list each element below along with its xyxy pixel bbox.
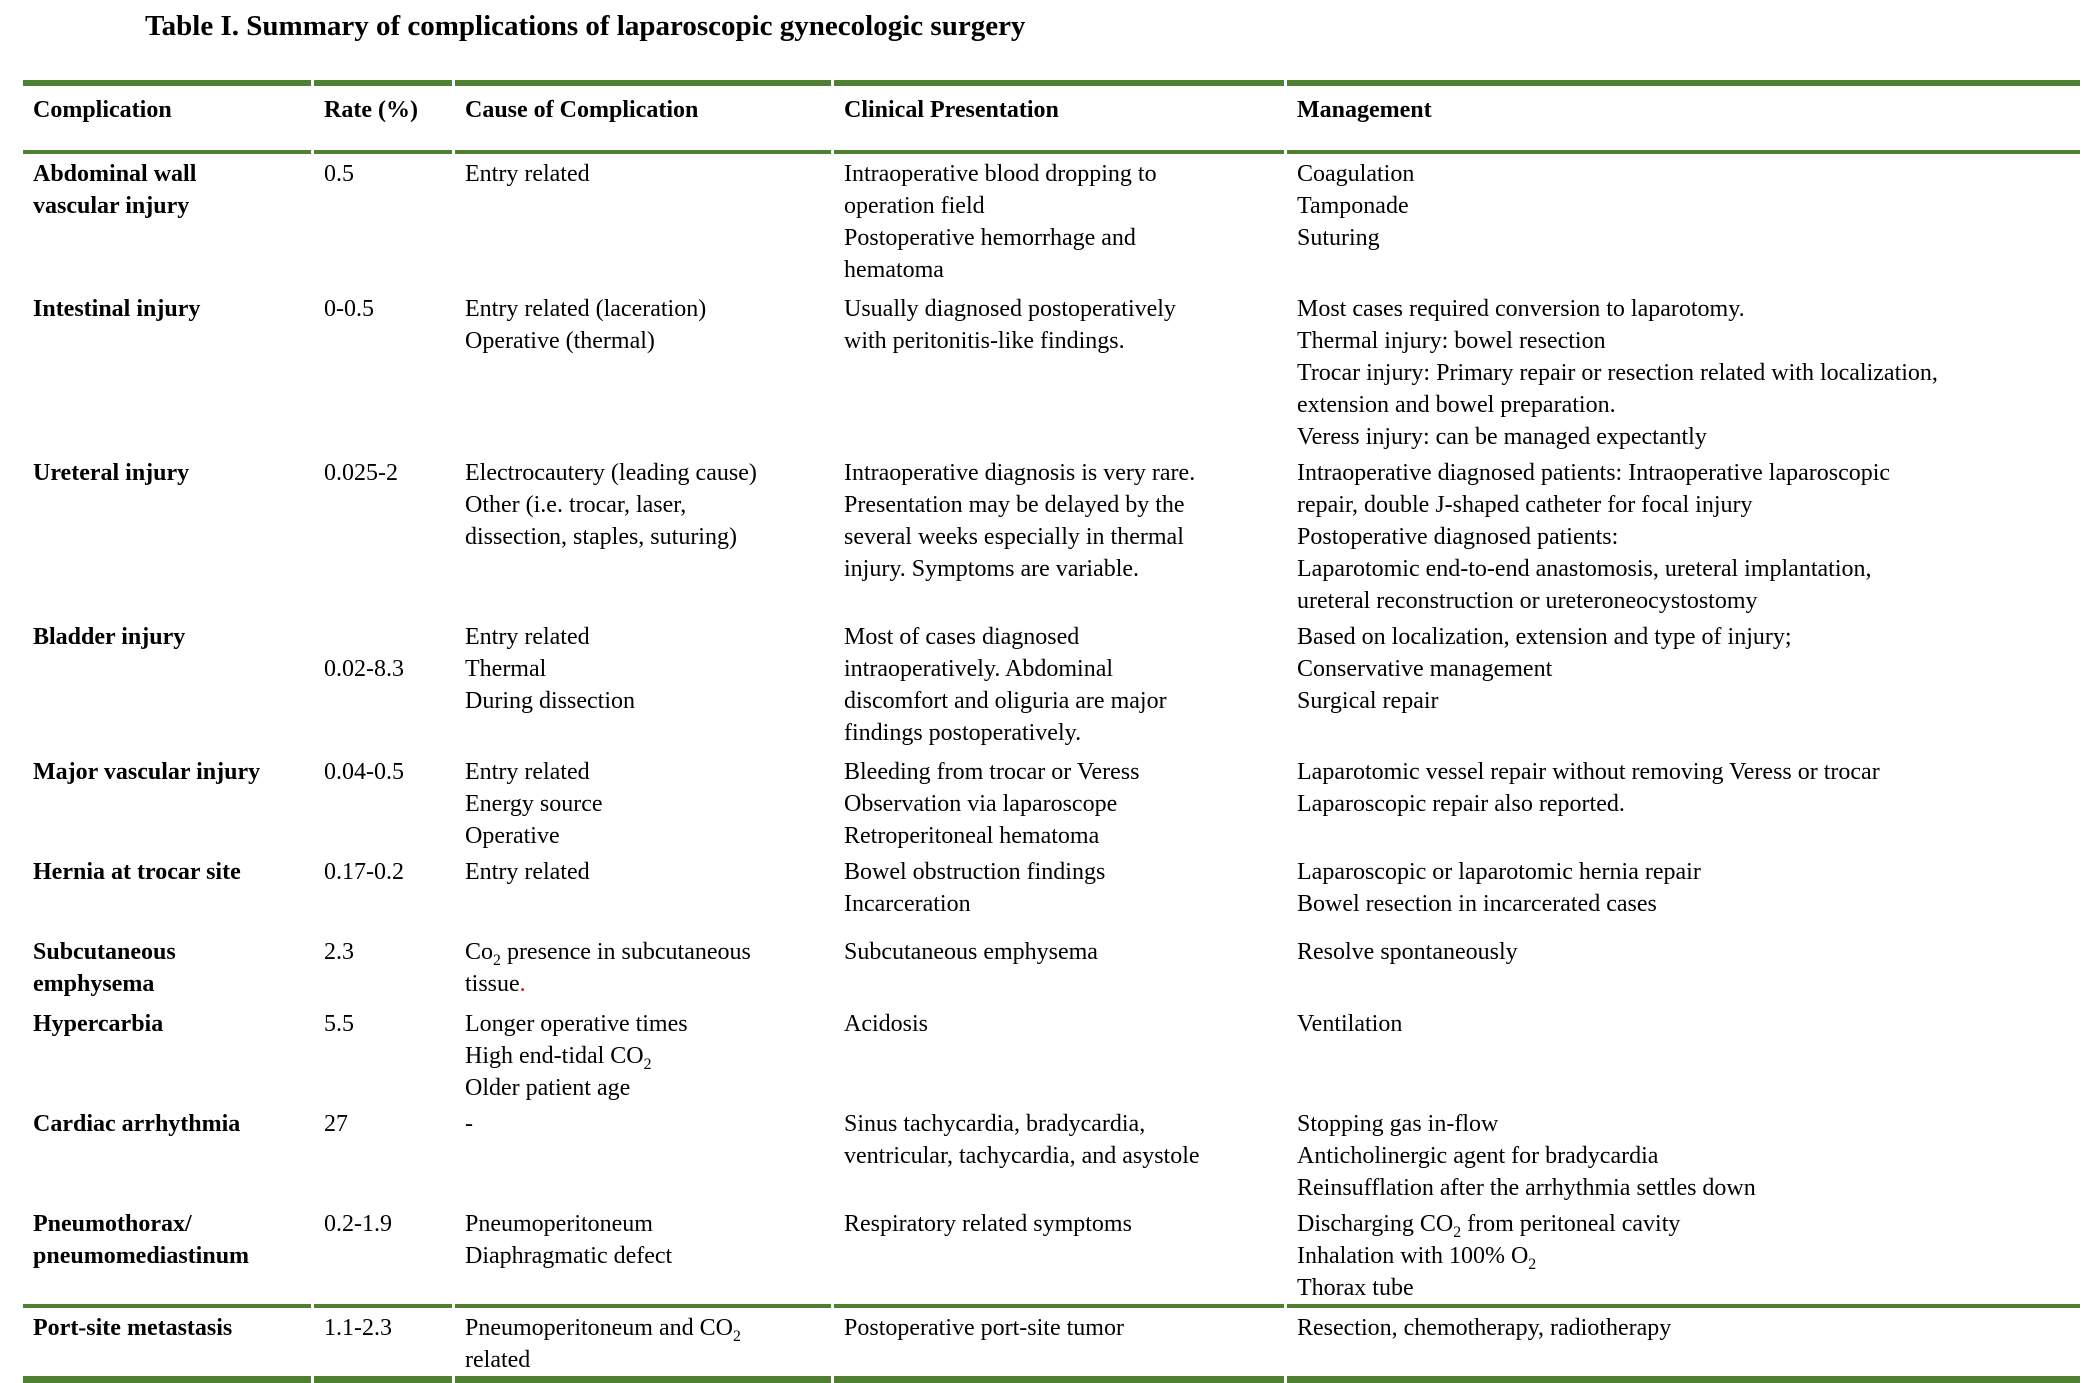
text-line: Conservative management <box>1297 656 1553 682</box>
text-line: 5.5 <box>324 1011 354 1037</box>
text-segment: tissue <box>465 971 520 997</box>
text-line: Major vascular injury <box>33 759 261 785</box>
text-line: 27 <box>324 1111 348 1137</box>
text-line: pneumomediastinum <box>33 1243 250 1269</box>
cell-presentation <box>834 617 1284 752</box>
text-line: Postoperative port-site tumor <box>844 1315 1124 1341</box>
cell-presentation <box>834 1204 1284 1304</box>
text-line: Thermal <box>465 656 547 682</box>
text-line: Suturing <box>1297 225 1380 251</box>
text-line: Usually diagnosed postoperatively <box>844 296 1176 322</box>
text-line: Diaphragmatic defect <box>465 1243 673 1269</box>
text-line: During dissection <box>465 688 635 714</box>
cell-presentation <box>834 453 1284 617</box>
cell-complication <box>23 1104 311 1204</box>
text-line: discomfort and oliguria are major <box>844 688 1167 714</box>
text-line: - <box>465 1111 473 1137</box>
cell-presentation <box>834 154 1284 289</box>
table-row <box>23 1104 2080 1204</box>
text-line: Sinus tachycardia, bradycardia, <box>844 1111 1146 1137</box>
text-segment: presence in subcutaneous <box>500 939 751 965</box>
text-line: 1.1-2.3 <box>324 1315 392 1341</box>
text-line: 2.3 <box>324 939 354 965</box>
column-header-complication: Complication <box>23 80 311 154</box>
text-line: Entry related <box>465 859 590 885</box>
cell-presentation <box>834 289 1284 453</box>
cell-management <box>1287 1104 2080 1204</box>
cell-management <box>1287 453 2080 617</box>
cell-complication <box>23 852 311 932</box>
table-row <box>23 1204 2080 1304</box>
cell-rate <box>314 852 452 932</box>
cell-presentation <box>834 852 1284 932</box>
cell-cause <box>455 289 831 453</box>
text-line: Hernia at trocar site <box>33 859 241 885</box>
text-line: Intraoperative blood dropping to <box>844 161 1157 187</box>
text-line: operation field <box>844 193 985 219</box>
text-line: Intraoperative diagnosis is very rare. <box>844 460 1196 486</box>
text-line: Acidosis <box>844 1011 928 1037</box>
text-line: Resection, chemotherapy, radiotherapy <box>1297 1315 1672 1341</box>
text-line: 0.025-2 <box>324 460 398 486</box>
subscript: 2 <box>493 951 501 969</box>
cell-management <box>1287 289 2080 453</box>
cell-cause <box>455 617 831 752</box>
text-line: Coagulation <box>1297 161 1415 187</box>
text-line <box>324 621 442 653</box>
cell-management <box>1287 1004 2080 1104</box>
column-header-presentation: Clinical Presentation <box>834 80 1284 154</box>
text-line: Older patient age <box>465 1075 631 1101</box>
text-line: Electrocautery (leading cause) <box>465 460 757 486</box>
text-line: several weeks especially in thermal <box>844 524 1184 550</box>
cell-presentation <box>834 932 1284 1004</box>
text-line: Cardiac arrhythmia <box>33 1111 241 1137</box>
text-segment: Co <box>465 939 494 965</box>
cell-management <box>1287 1204 2080 1304</box>
cell-complication <box>23 1204 311 1304</box>
text-line: Energy source <box>465 791 603 817</box>
text-line: 0.5 <box>324 161 354 187</box>
text-line: Observation via laparoscope <box>844 791 1118 817</box>
cell-cause <box>455 1304 831 1383</box>
cell-presentation <box>834 1004 1284 1104</box>
subscript: 2 <box>1453 1223 1462 1241</box>
text-line: vascular injury <box>33 193 190 219</box>
text-line: Stopping gas in-flow <box>1297 1111 1499 1137</box>
text-line: 0-0.5 <box>324 296 374 322</box>
text-line: ureteral reconstruction or ureteroneocystostomy <box>1297 588 1758 614</box>
text-line: Retroperitoneal hematoma <box>844 823 1100 849</box>
text-line: Hypercarbia <box>33 1011 164 1037</box>
text-line: dissection, staples, suturing) <box>465 524 737 550</box>
cell-rate <box>314 1304 452 1383</box>
text-line: Ureteral injury <box>33 460 190 486</box>
cell-management <box>1287 852 2080 932</box>
text-line: Intraoperative diagnosed patients: Intraoperative laparoscopic <box>1297 460 1891 486</box>
text-line: 0.04-0.5 <box>324 759 404 785</box>
text-segment: Inhalation with 100% O <box>1297 1243 1529 1269</box>
table-header <box>23 80 2080 154</box>
text-line: Bowel obstruction findings <box>844 859 1106 885</box>
text-line: Laparotomic end-to-end anastomosis, ureteral implantation, <box>1297 556 1872 582</box>
text-line: Entry related <box>465 759 590 785</box>
table-row <box>23 852 2080 932</box>
cell-rate <box>314 289 452 453</box>
cell-cause <box>455 154 831 289</box>
text-segment: from peritoneal cavity <box>1461 1211 1681 1237</box>
text-line: Postoperative diagnosed patients: <box>1297 524 1619 550</box>
text-line: related <box>465 1347 531 1373</box>
text-line: Entry related <box>465 161 590 187</box>
text-line: Laparoscopic repair also reported. <box>1297 791 1625 817</box>
text-line: Postoperative hemorrhage and <box>844 225 1136 251</box>
text-line: 0.17-0.2 <box>324 859 404 885</box>
cell-rate <box>314 617 452 752</box>
cell-rate <box>314 752 452 852</box>
text-line: Veress injury: can be managed expectantly <box>1297 424 1707 450</box>
text-line: Longer operative times <box>465 1011 688 1037</box>
cell-cause <box>455 453 831 617</box>
text-line: Most cases required conversion to laparotomy. <box>1297 296 1745 322</box>
text-line <box>1297 1208 2070 1240</box>
column-header-cause: Cause of Complication <box>455 80 831 154</box>
cell-cause <box>455 752 831 852</box>
text-line: Pneumoperitoneum <box>465 1211 653 1237</box>
text-line: 0.2-1.9 <box>324 1211 392 1237</box>
text-line: findings postoperatively. <box>844 720 1082 746</box>
text-line: repair, double J-shaped catheter for focal injury <box>1297 492 1753 518</box>
table-row <box>23 453 2080 617</box>
table-row <box>23 752 2080 852</box>
text-line: Resolve spontaneously <box>1297 939 1518 965</box>
text-line: Bowel resection in incarcerated cases <box>1297 891 1657 917</box>
table-title: Table I. Summary of complications of laparoscopic gynecologic surgery <box>145 10 1026 42</box>
text-line: Presentation may be delayed by the <box>844 492 1185 518</box>
text-line: Incarceration <box>844 891 971 917</box>
cell-rate <box>314 1204 452 1304</box>
text-line: Abdominal wall <box>33 161 197 187</box>
table-row <box>23 154 2080 289</box>
text-line: Pneumothorax/ <box>33 1211 192 1237</box>
text-segment: Discharging CO <box>1297 1211 1454 1237</box>
text-line: intraoperatively. Abdominal <box>844 656 1114 682</box>
cell-management <box>1287 617 2080 752</box>
text-line: Port-site metastasis <box>33 1315 233 1341</box>
text-line: emphysema <box>33 971 155 997</box>
text-line: ventricular, tachycardia, and asystole <box>844 1143 1200 1169</box>
text-line: extension and bowel preparation. <box>1297 392 1616 418</box>
text-line <box>465 936 821 968</box>
column-header-rate: Rate (%) <box>314 80 452 154</box>
text-line: Based on localization, extension and type of injury; <box>1297 624 1792 650</box>
text-line: Entry related <box>465 624 590 650</box>
text-line: Other (i.e. trocar, laser, <box>465 492 687 518</box>
text-line <box>465 968 821 1000</box>
text-line: Respiratory related symptoms <box>844 1211 1132 1237</box>
cell-cause <box>455 1204 831 1304</box>
text-line: hematoma <box>844 257 944 283</box>
text-line: Subcutaneous <box>33 939 176 965</box>
cell-complication <box>23 617 311 752</box>
cell-rate <box>314 1004 452 1104</box>
text-line: Surgical repair <box>1297 688 1439 714</box>
cell-rate <box>314 932 452 1004</box>
header-row <box>23 80 2080 154</box>
subscript: 2 <box>643 1055 652 1073</box>
text-line: 0.02-8.3 <box>324 656 404 682</box>
table-row <box>23 289 2080 453</box>
complications-table <box>20 80 2083 1383</box>
text-segment: Pneumoperitoneum and CO <box>465 1315 733 1341</box>
cell-cause <box>455 1104 831 1204</box>
cell-management <box>1287 932 2080 1004</box>
text-line: Anticholinergic agent for bradycardia <box>1297 1143 1659 1169</box>
cell-complication <box>23 932 311 1004</box>
cell-presentation <box>834 1104 1284 1204</box>
cell-complication <box>23 453 311 617</box>
cell-management <box>1287 752 2080 852</box>
cell-complication <box>23 1004 311 1104</box>
text-line: Laparotomic vessel repair without removing Veress or trocar <box>1297 759 1880 785</box>
text-line: Entry related (laceration) <box>465 296 707 322</box>
cell-cause <box>455 1004 831 1104</box>
text-line: Trocar injury: Primary repair or resection related with localization, <box>1297 360 1938 386</box>
cell-rate <box>314 154 452 289</box>
text-segment: . <box>519 971 526 997</box>
text-line: Operative <box>465 823 560 849</box>
cell-management <box>1287 1304 2080 1383</box>
text-line <box>465 1040 821 1072</box>
table-row <box>23 617 2080 752</box>
cell-cause <box>455 932 831 1004</box>
cell-complication <box>23 289 311 453</box>
text-segment: High end-tidal CO <box>465 1043 644 1069</box>
column-header-management: Management <box>1287 80 2080 154</box>
cell-complication <box>23 1304 311 1383</box>
text-line: Bladder injury <box>33 624 186 650</box>
table-row <box>23 932 2080 1004</box>
text-line: Bleeding from trocar or Veress <box>844 759 1140 785</box>
text-line <box>1297 1240 2070 1272</box>
text-line: Operative (thermal) <box>465 328 655 354</box>
cell-presentation <box>834 1304 1284 1383</box>
cell-rate <box>314 1104 452 1204</box>
text-line: with peritonitis-like findings. <box>844 328 1125 354</box>
text-line: Tamponade <box>1297 193 1409 219</box>
document-page <box>0 10 2085 1383</box>
cell-presentation <box>834 752 1284 852</box>
text-line: Subcutaneous emphysema <box>844 939 1098 965</box>
cell-cause <box>455 852 831 932</box>
table-row <box>23 1004 2080 1104</box>
text-line: Thermal injury: bowel resection <box>1297 328 1606 354</box>
subscript: 2 <box>732 1327 741 1345</box>
text-line <box>465 1312 821 1344</box>
cell-rate <box>314 453 452 617</box>
text-line: Thorax tube <box>1297 1275 1414 1301</box>
text-line: Intestinal injury <box>33 296 201 322</box>
text-line: injury. Symptoms are variable. <box>844 556 1140 582</box>
table-body <box>23 154 2080 1383</box>
table-row <box>23 1304 2080 1383</box>
subscript: 2 <box>1528 1255 1537 1273</box>
cell-complication <box>23 154 311 289</box>
text-line: Most of cases diagnosed <box>844 624 1080 650</box>
text-line: Ventilation <box>1297 1011 1403 1037</box>
cell-management <box>1287 154 2080 289</box>
text-line: Reinsufflation after the arrhythmia settles down <box>1297 1175 1756 1201</box>
text-line: Laparoscopic or laparotomic hernia repair <box>1297 859 1701 885</box>
cell-complication <box>23 752 311 852</box>
